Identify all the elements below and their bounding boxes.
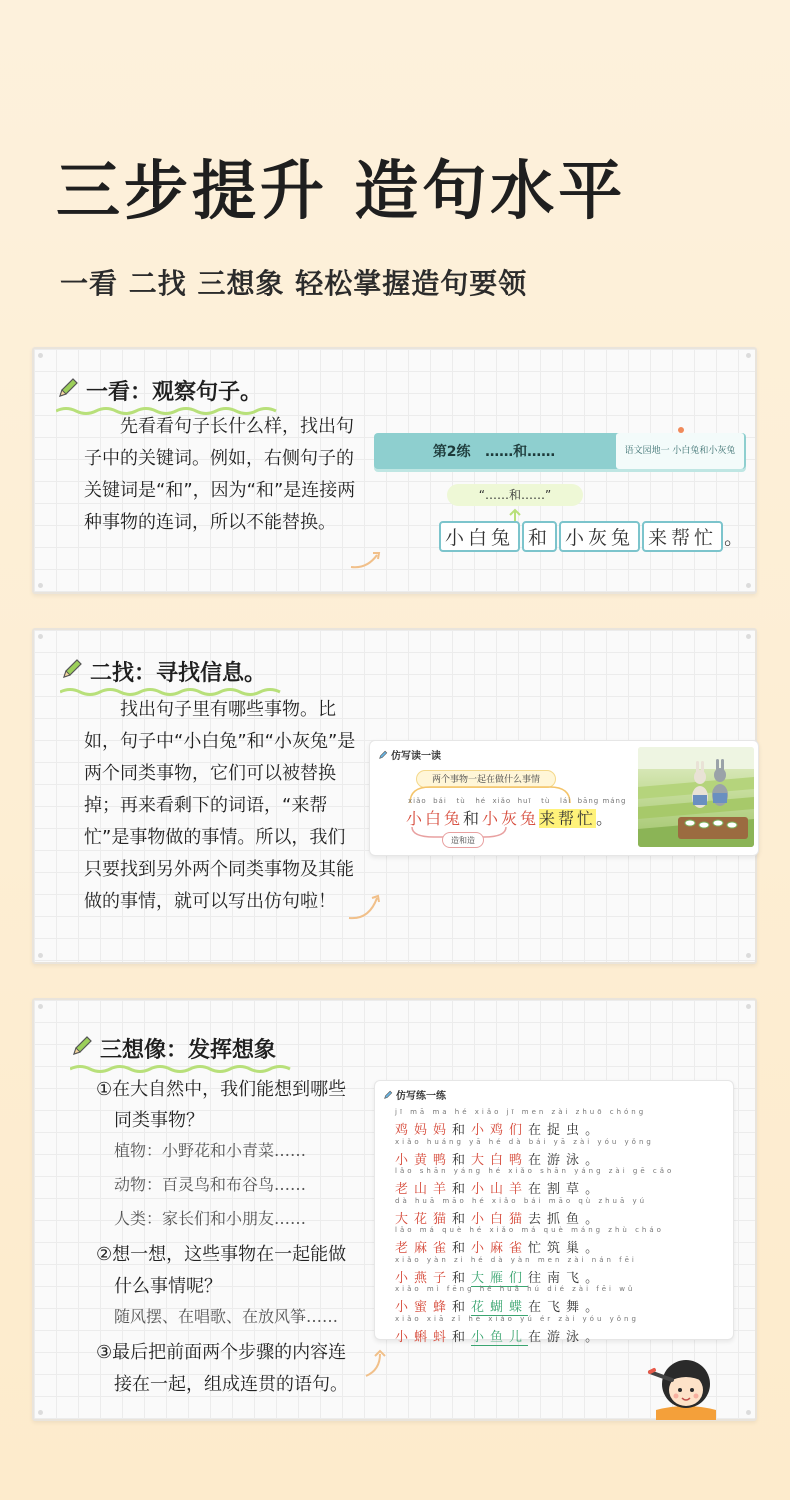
step3-title-text: 三想像：发挥想象 (100, 1038, 277, 1063)
action: 忙筑巢 (528, 1241, 586, 1256)
action: 在捉虫 (528, 1123, 586, 1138)
headline: 三步提升 造句水平 (56, 155, 627, 229)
step3-q1-line1: ①在大自然中，我们能想到哪些 (96, 1079, 347, 1100)
conjunction: 和 (452, 1182, 472, 1197)
practice-row (395, 1314, 639, 1345)
pinyin-line: xiǎo xiā zǐ hé xiǎo yú ér zài yóu yǒng (395, 1314, 639, 1323)
step3-title (70, 1033, 276, 1064)
step1-title-text: 一看：观察句子。 (86, 380, 263, 405)
subject-a: 小黄鸭 (395, 1152, 453, 1168)
example-animals: 动物：百灵鸟和布谷鸟…… (114, 1175, 307, 1194)
conjunction: 和 (452, 1123, 472, 1138)
subject-a: 老麻雀 (395, 1241, 453, 1256)
conjunction: 和 (452, 1329, 472, 1345)
conjunction: 和 (452, 1241, 472, 1256)
panel-header: 仿写练一练 (383, 1087, 446, 1102)
subject-b: 小鸡们 (471, 1123, 529, 1138)
word-box: 小灰兔 (559, 521, 640, 552)
pinyin-line: xiǎo yàn zi hé dà yàn men zài nán fēi (395, 1255, 637, 1264)
practice-row (395, 1167, 675, 1197)
step3-q2-line2: 什么事情呢？ (114, 1276, 222, 1297)
action-highlight: 来帮忙 (539, 809, 597, 828)
practice-row (395, 1137, 654, 1168)
word-box: 小白兔 (439, 521, 520, 552)
pinyin-line: lǎo má què hé xiǎo má què máng zhù cháo (395, 1226, 664, 1234)
sentence-period: 。 (596, 809, 616, 828)
word-box: 来帮忙 (642, 521, 723, 552)
arrow-swirl-icon (347, 892, 383, 922)
pinyin-line: lǎo shān yáng hé xiǎo shān yáng zài gē cǎo (395, 1167, 675, 1175)
row-period: 。 (585, 1182, 605, 1197)
action: 在游泳 (528, 1152, 586, 1168)
subject-b: 小灰兔 (482, 809, 540, 828)
subject-b: 花蝴蝶 (471, 1300, 529, 1315)
word-box: 和 (522, 521, 557, 552)
subject-a: 小蜜蜂 (395, 1300, 453, 1315)
pencil-icon (383, 1090, 393, 1100)
row-period: 。 (585, 1270, 605, 1286)
red-dot (678, 427, 684, 433)
practice-row (395, 1108, 647, 1138)
conjunction: 和 (463, 809, 483, 828)
pinyin-line: xiǎo huáng yā hé dà bái yā zài yóu yǒng (395, 1137, 654, 1146)
example-panel-2 (369, 740, 759, 856)
step1-title (56, 375, 262, 406)
row-period: 。 (585, 1241, 605, 1256)
pencil-icon (56, 376, 80, 406)
subject-b: 小白猫 (471, 1211, 529, 1227)
step3-q3-line1: ③最后把前面两个步骤的内容连 (96, 1342, 347, 1363)
example-plants: 植物：小野花和小青菜…… (114, 1141, 307, 1160)
action: 在飞舞 (528, 1300, 586, 1315)
step2-description: 找出句子里有哪些事物。比如，句子中“小白兔”和“小灰兔”是两个同类事物，它们可以被替换掉；再来看剩下的词语，“来帮忙”是事物做的事情。所以，我们只要找到另外两个同类事物及其能做的事情，就可以写出仿句啦！ (84, 699, 356, 912)
pinyin-line: dà huā māo hé xiǎo bái māo qù zhuā yú (395, 1196, 648, 1205)
subject-a: 小白兔 (406, 809, 464, 828)
subject-a: 小燕子 (395, 1270, 453, 1286)
conjunction: 和 (452, 1300, 472, 1315)
sentence-period: 。 (724, 527, 744, 549)
action: 在游泳 (528, 1329, 586, 1345)
bottom-pill: 造和造 (442, 832, 484, 848)
step2-title (60, 656, 266, 687)
arrow-swirl-icon (364, 1348, 388, 1378)
lesson-title: 第2练 ……和…… (432, 444, 556, 460)
example-panel-1 (374, 427, 746, 577)
row-period: 。 (585, 1152, 605, 1168)
step2-title-text: 二找：寻找信息。 (90, 661, 267, 686)
practice-row (395, 1285, 636, 1315)
panel-header: 仿写读一读 (378, 747, 441, 762)
step3-q1-line2: 同类事物？ (114, 1110, 204, 1131)
row-period: 。 (585, 1211, 605, 1227)
practice-panel (374, 1080, 734, 1345)
row-period: 。 (585, 1300, 605, 1315)
lesson-unit: 语文园地一 小白兔和小灰兔 (616, 433, 744, 469)
pinyin-line: xiǎo mì fēng hé huā hú dié zài fēi wǔ (395, 1285, 636, 1293)
rabbit-illustration (638, 747, 754, 847)
pencil-icon (60, 657, 84, 687)
subject-a: 老山羊 (395, 1182, 453, 1197)
example-sentence (438, 521, 743, 552)
subheadline: 一看 二找 三想象 轻松掌握造句要领 (60, 267, 528, 300)
pencil-icon (70, 1034, 94, 1064)
step2-card (32, 628, 757, 964)
keyword-bubble: “……和……” (447, 484, 583, 506)
practice-row (395, 1196, 648, 1227)
subject-b: 小鱼儿 (471, 1329, 529, 1345)
step3-q3-line2: 接在一起，组成连贯的语句。 (114, 1374, 348, 1395)
subject-a: 鸡妈妈 (395, 1123, 453, 1138)
step1-card (32, 347, 757, 594)
subject-a: 大花猫 (395, 1211, 453, 1227)
pinyin-line: jī mā ma hé xiǎo jī men zài zhuō chóng (395, 1108, 647, 1116)
practice-row (395, 1255, 637, 1286)
pencil-icon (378, 750, 388, 760)
mascot-illustration (646, 1350, 726, 1420)
subject-b: 小山羊 (471, 1182, 529, 1197)
subject-a: 小蝌蚪 (395, 1329, 453, 1345)
pinyin-line: xiǎo bái tù hé xiǎo huī tù lái bāng máng (408, 797, 627, 805)
subject-b: 大白鸭 (471, 1152, 529, 1168)
step3-card (32, 998, 757, 1421)
subject-b: 小麻雀 (471, 1241, 529, 1256)
action: 往南飞 (528, 1270, 586, 1286)
top-pill: 两个事物一起在做什么事情 (416, 770, 556, 788)
row-period: 。 (585, 1329, 605, 1345)
conjunction: 和 (452, 1152, 472, 1168)
action: 在割草 (528, 1182, 586, 1197)
example-actions: 随风摆、在唱歌、在放风筝…… (114, 1307, 339, 1326)
practice-row (395, 1226, 664, 1256)
step1-description: 先看看句子长什么样，找出句子中的关键词。例如，右侧句子的关键词是“和”，因为“和”是连接两种事物的连词，所以不能替换。 (84, 416, 356, 533)
step3-q2-line1: ②想一想，这些事物在一起能做 (96, 1244, 347, 1265)
conjunction: 和 (452, 1211, 472, 1227)
row-period: 。 (585, 1123, 605, 1138)
action: 去抓鱼 (528, 1211, 586, 1227)
subject-b: 大雁们 (471, 1270, 529, 1286)
conjunction: 和 (452, 1270, 472, 1286)
example-people: 人类：家长们和小朋友…… (114, 1209, 307, 1228)
